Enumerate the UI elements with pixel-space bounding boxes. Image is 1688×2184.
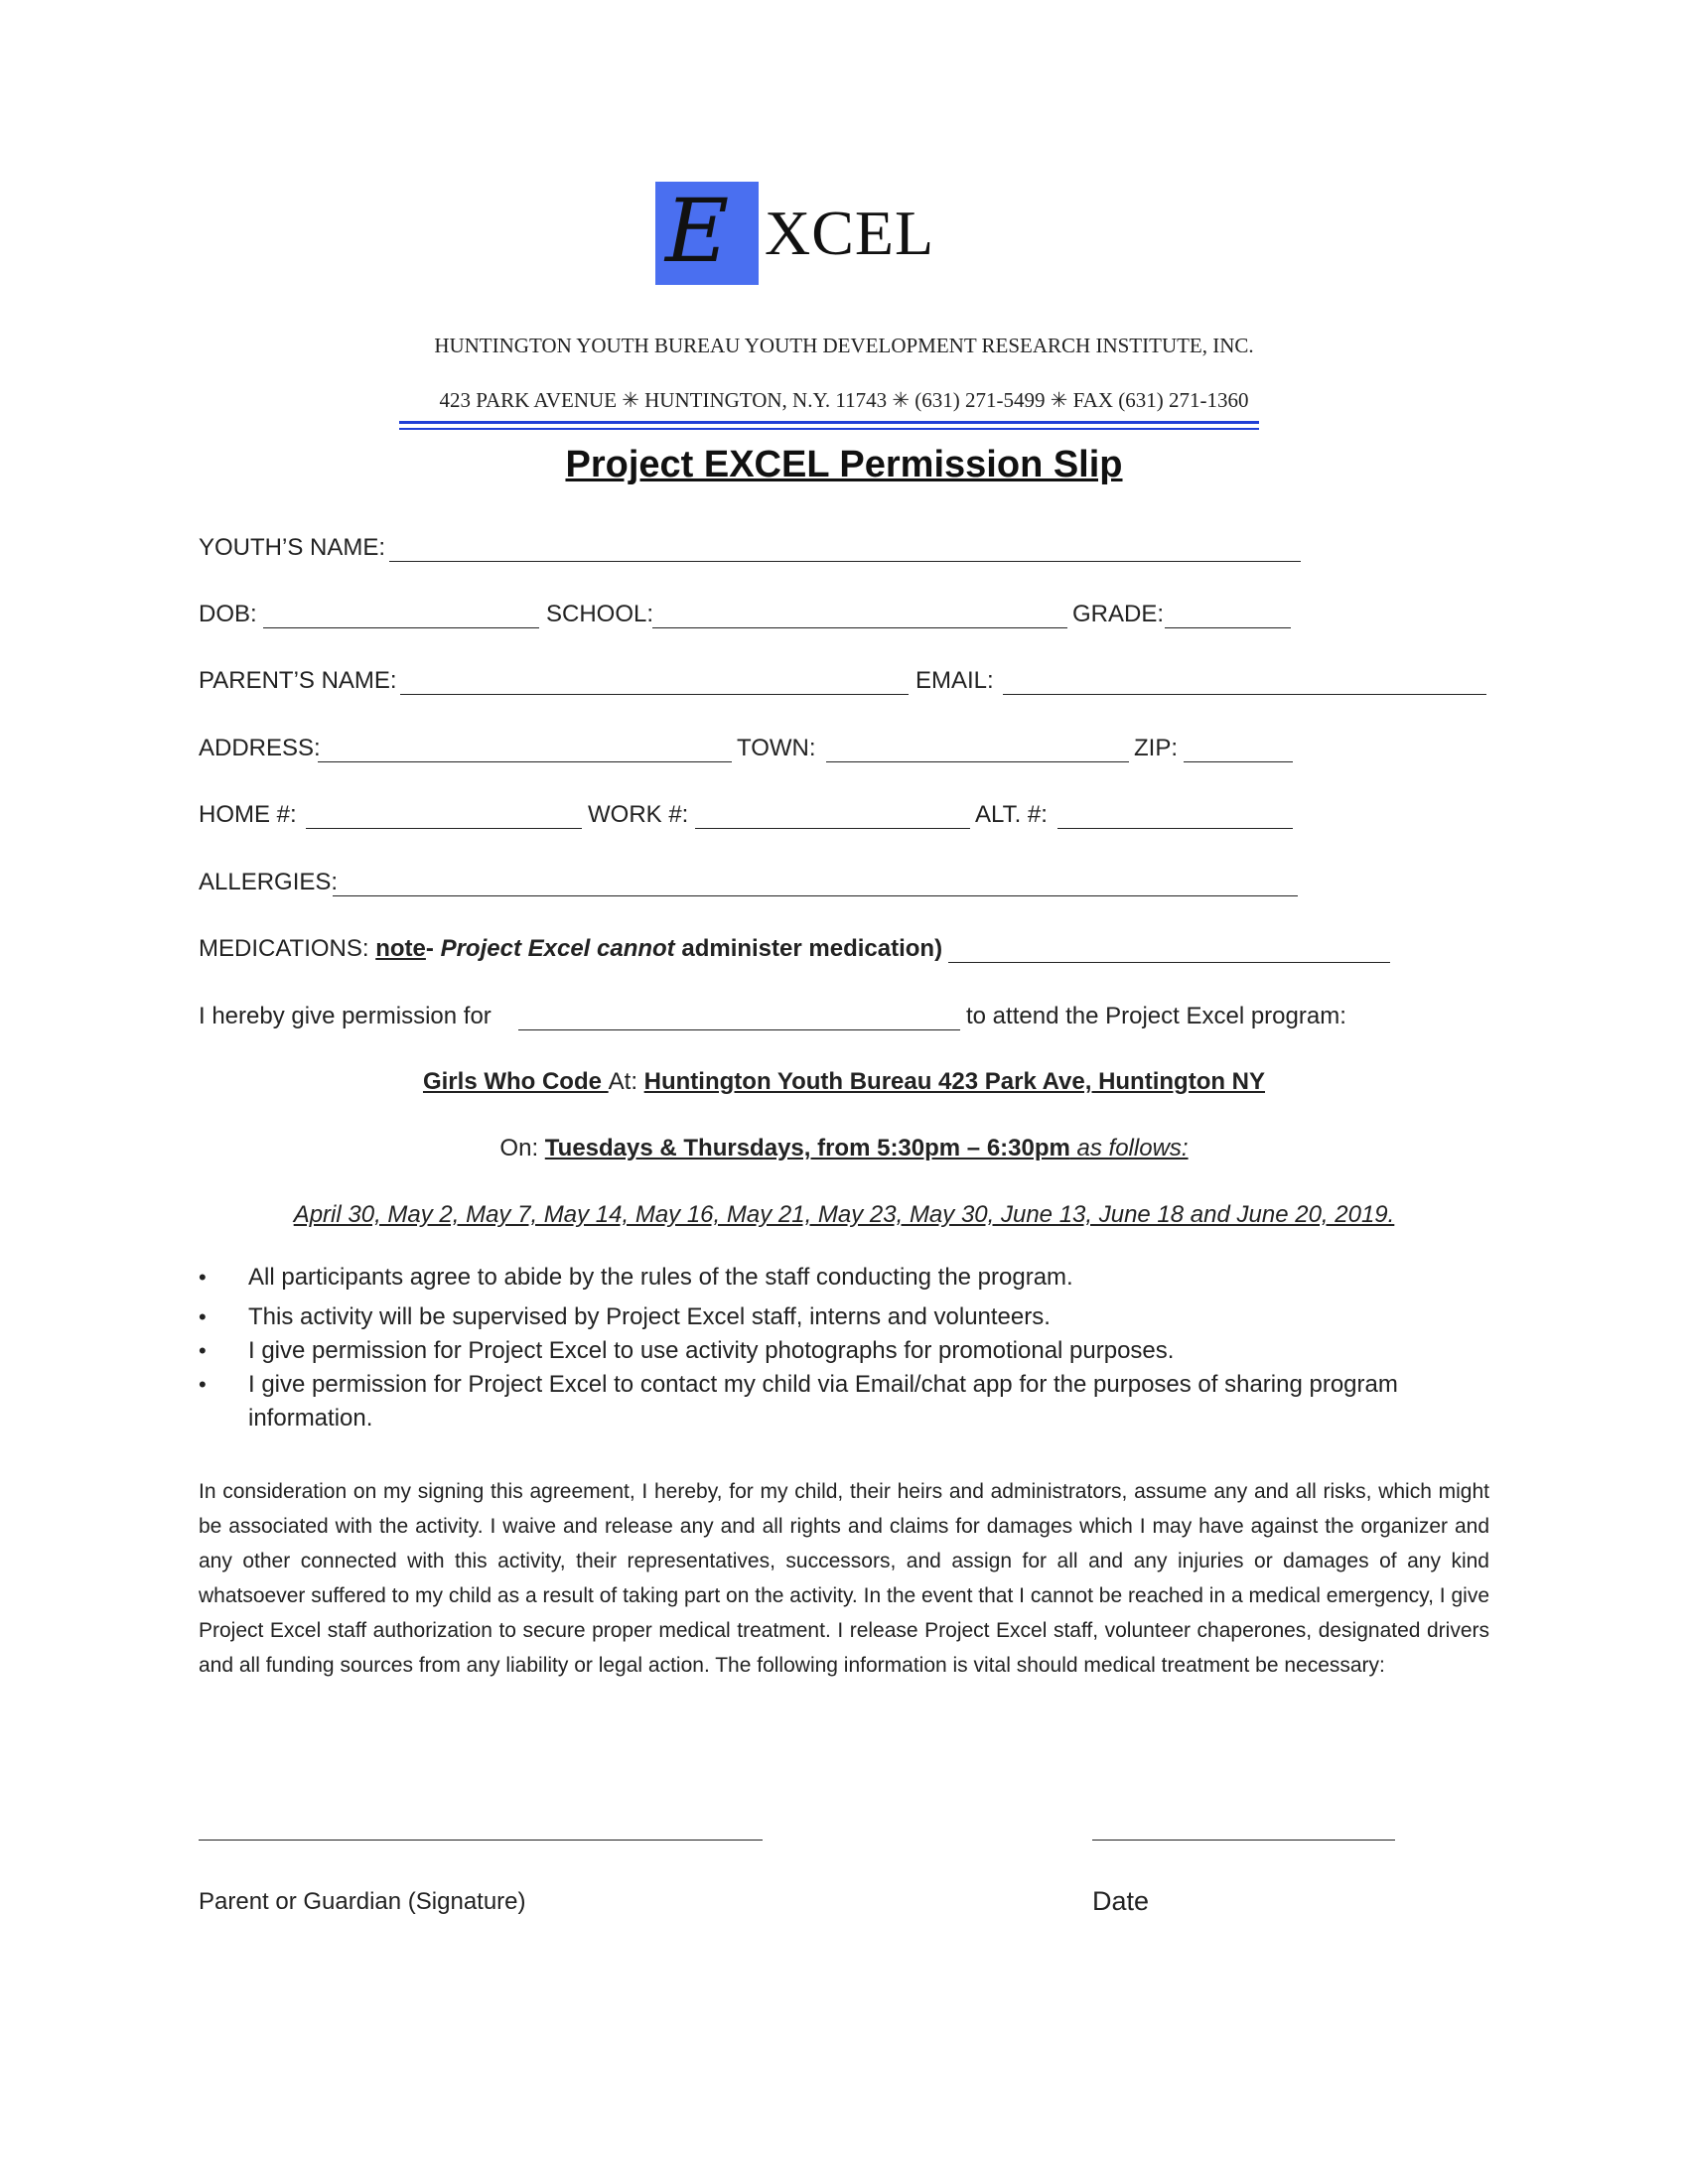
- med-note-dash: -: [425, 935, 441, 962]
- program-dates: April 30, May 2, May 7, May 14, May 16, May 21, May 23, May 30, June 13, June 18 and June 20, 2019.: [293, 1201, 1395, 1228]
- permission-suffix: to attend the Project Excel program:: [966, 1003, 1346, 1029]
- page-title: Project EXCEL Permission Slip: [565, 444, 1123, 485]
- rules-list: [199, 1261, 1489, 1435]
- dob-field[interactable]: [263, 627, 539, 628]
- list-item: • All participants agree to abide by the rules of the staff conducting the program.: [199, 1261, 1489, 1295]
- med-note-word: note: [375, 935, 426, 962]
- med-note-rest: administer medication): [674, 935, 943, 962]
- list-item: • I give permission for Project Excel to use activity photographs for promotional purposes.: [199, 1334, 1489, 1368]
- program-schedule: Tuesdays & Thursdays, from 5:30pm – 6:30pm: [544, 1135, 1070, 1161]
- town-label: TOWN:: [737, 735, 816, 761]
- parent-signature-field[interactable]: [199, 1840, 763, 1841]
- program-location: Huntington Youth Bureau 423 Park Ave, Huntington NY: [643, 1068, 1266, 1095]
- list-item: • I give permission for Project Excel to contact my child via Email/chat app for the purposes of sharing program information.: [199, 1368, 1489, 1435]
- home-phone-label: HOME #:: [199, 801, 297, 828]
- zip-label: ZIP:: [1134, 735, 1179, 761]
- parent-signature-label: Parent or Guardian (Signature): [199, 1888, 526, 1915]
- list-item: • This activity will be supervised by Project Excel staff, interns and volunteers.: [199, 1300, 1489, 1334]
- excel-logo: [655, 182, 934, 285]
- medications-row: [199, 935, 942, 963]
- permission-prefix: I hereby give permission for: [199, 1003, 492, 1029]
- email-field[interactable]: [1003, 694, 1486, 695]
- parent-name-field[interactable]: [400, 694, 909, 695]
- program-schedule-line: [0, 1135, 1688, 1162]
- program-on-label: On:: [499, 1135, 545, 1161]
- medications-field[interactable]: [948, 962, 1390, 963]
- program-as-follows: as follows:: [1069, 1135, 1189, 1161]
- grade-field[interactable]: [1165, 627, 1291, 628]
- program-dates-line: [0, 1201, 1688, 1229]
- alt-phone-label: ALT. #:: [975, 801, 1048, 828]
- program-name: Girls Who Code: [422, 1068, 609, 1095]
- organization-address: 423 PARK AVENUE ✳ HUNTINGTON, N.Y. 11743 ✳ (631) 271-5499 ✳ FAX (631) 271-1360: [439, 388, 1249, 412]
- date-label: Date: [1092, 1886, 1150, 1916]
- dob-label: DOB:: [199, 601, 257, 627]
- waiver-paragraph: In consideration on my signing this agreement, I hereby, for my child, their heirs and administrators, assume any and all risks, which might be associated with the activity. I waive and release any and all rights and claims for damages which I may have against the organizer and any other connected with this activity, their representatives, successors, and assign for all and any injuries or damages of any kind whatsoever suffered to my child as a result of taking part on the activity. In the event that I cannot be reached in a medical emergency, I give Project Excel staff authorization to secure proper medical treatment. I release Project Excel staff, volunteer chaperones, designated drivers and all funding sources from any liability or legal action. The following information is vital should medical treatment be necessary:: [199, 1480, 1489, 1677]
- logo-letter: E: [665, 180, 730, 282]
- header-rule-top: [399, 421, 1259, 424]
- allergies-field[interactable]: [333, 895, 1298, 896]
- work-phone-label: WORK #:: [588, 801, 689, 828]
- town-field[interactable]: [826, 761, 1129, 762]
- allergies-label: ALLERGIES:: [199, 869, 339, 895]
- grade-label: GRADE:: [1072, 601, 1165, 627]
- school-field[interactable]: [652, 627, 1067, 628]
- med-note-italic: Project Excel cannot: [440, 935, 675, 962]
- medications-label: MEDICATIONS:: [199, 935, 369, 962]
- alt-phone-field[interactable]: [1057, 828, 1293, 829]
- logo-blue-box: [655, 182, 759, 285]
- email-label: EMAIL:: [915, 667, 994, 694]
- work-phone-field[interactable]: [695, 828, 970, 829]
- address-field[interactable]: [318, 761, 732, 762]
- school-label: SCHOOL:: [546, 601, 654, 627]
- permission-child-name-field[interactable]: [518, 1029, 960, 1030]
- youth-name-field[interactable]: [389, 561, 1301, 562]
- zip-field[interactable]: [1184, 761, 1293, 762]
- date-field[interactable]: [1092, 1840, 1395, 1841]
- program-location-line: [0, 1068, 1688, 1096]
- logo-text: XCEL: [765, 198, 935, 268]
- youth-name-label: YOUTH’S NAME:: [199, 534, 386, 561]
- home-phone-field[interactable]: [306, 828, 582, 829]
- program-at-label: At:: [608, 1068, 644, 1095]
- organization-name: HUNTINGTON YOUTH BUREAU YOUTH DEVELOPMENT RESEARCH INSTITUTE, INC.: [434, 334, 1254, 357]
- parent-name-label: PARENT’S NAME:: [199, 667, 397, 694]
- address-label: ADDRESS:: [199, 735, 321, 761]
- header-rule-bottom: [399, 428, 1259, 430]
